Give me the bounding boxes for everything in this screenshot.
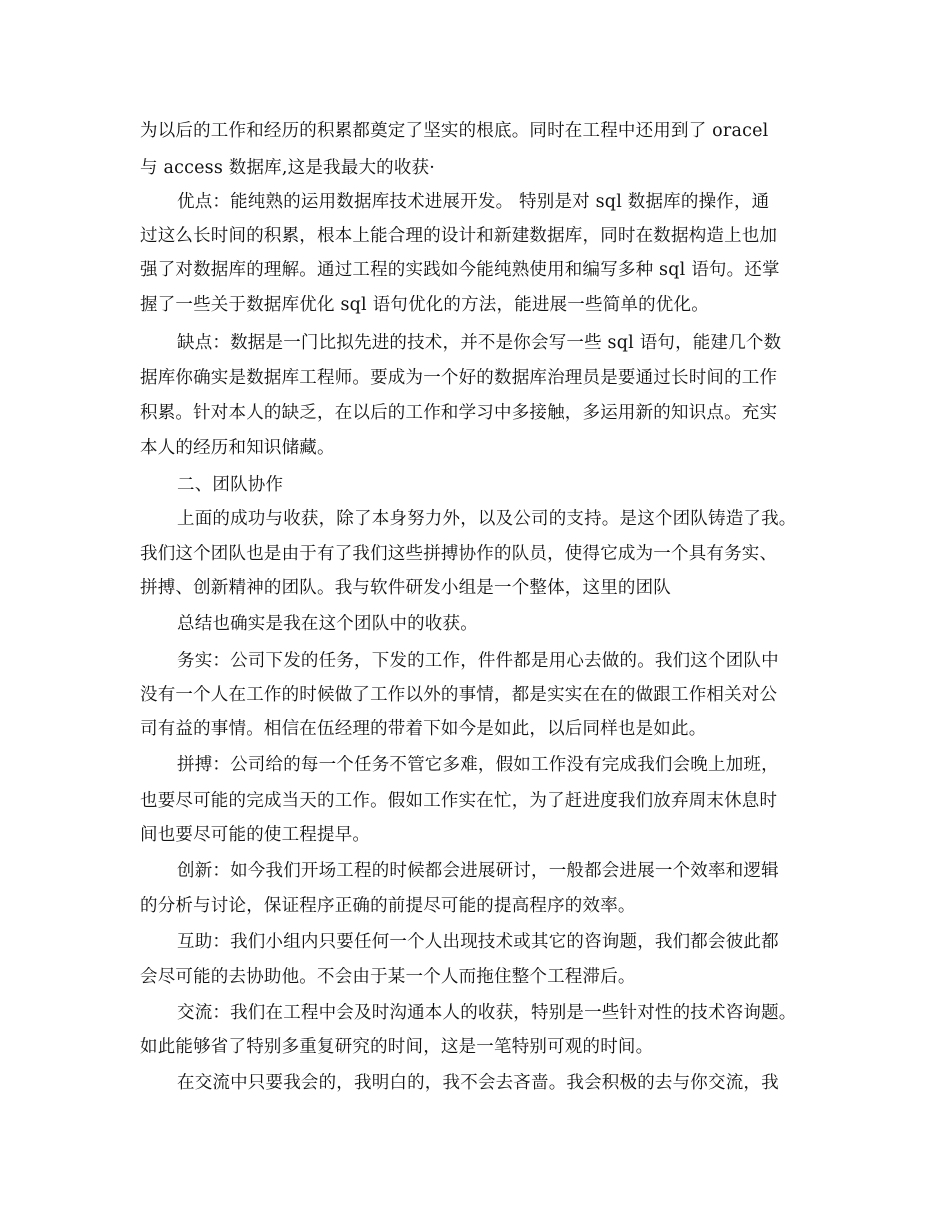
- text-line: 没有一个人在工作的时候做了工作以外的事情，都是实实在在的做跟工作相关对公: [140, 685, 778, 705]
- paragraph-first-line: 优点：能纯熟的运用数据库技术进展开发。 特别是对 sql 数据库的操作，通: [177, 192, 770, 212]
- text-line: 与 access 数据库,这是我最大的收获·: [140, 158, 436, 178]
- paragraph-first-line: 互助：我们小组内只要任何一个人出现技术或其它的咨询题，我们都会彼此都: [177, 932, 779, 952]
- text-line: 本人的经历和知识储藏。: [140, 438, 335, 458]
- paragraph-first-line: 创新：如今我们开场工程的时候都会进展研讨，一般都会进展一个效率和逻辑: [177, 861, 779, 881]
- text-line: 我们这个团队也是由于有了我们这些拼搏协作的队员，使得它成为一个具有务实、: [140, 544, 778, 564]
- paragraph-first-line: 务实：公司下发的任务，下发的工作，件件都是用心去做的。我们这个团队中: [177, 651, 779, 671]
- text-line: 会尽可能的去协助他。不会由于某一个人而拖住整个工程滞后。: [140, 967, 636, 987]
- text-line: 也要尽可能的完成当天的工作。假如工作实在忙，为了赶进度我们放弃周末休息时: [140, 791, 778, 811]
- text-line: 强了对数据库的理解。通过工程的实践如今能纯熟使用和编写多种 sql 语句。还掌: [140, 260, 780, 280]
- paragraph-first-line: 交流：我们在工程中会及时沟通本人的收获，特别是一些针对性的技术咨询题。: [177, 1003, 797, 1023]
- text-line: 的分析与讨论，保证程序正确的前提尽可能的提高程序的效率。: [140, 896, 636, 916]
- text-line: 间也要尽可能的使工程提早。: [140, 825, 371, 845]
- text-line: 过这么长时间的积累，根本上能合理的设计和新建数据库，同时在数据构造上也加: [140, 226, 778, 246]
- paragraph-first-line: 在交流中只要我会的，我明白的，我不会去吝啬。我会积极的去与你交流，我: [177, 1073, 779, 1093]
- text-line: 握了一些关于数据库优化 sql 语句优化的方法，能进展一些简单的优化。: [140, 295, 709, 315]
- text-line: 如此能够省了特别多重复研究的时间，这是一笔特别可观的时间。: [140, 1037, 654, 1057]
- text-line: 为以后的工作和经历的积累都奠定了坚实的根底。同时在工程中还用到了 oracel: [140, 121, 769, 141]
- paragraph-first-line: 上面的成功与收获，除了本身努力外，以及公司的支持。是这个团队铸造了我。: [177, 509, 797, 529]
- text-line: 据库你确实是数据库工程师。要成为一个好的数据库治理员是要通过长时间的工作: [140, 368, 778, 388]
- text-line: 拼搏、创新精神的团队。我与软件研发小组是一个整体，这里的团队: [140, 578, 671, 598]
- paragraph-first-line: 总结也确实是我在这个团队中的收获。: [177, 614, 478, 634]
- section-heading: 二、团队协作: [177, 475, 284, 495]
- paragraph-first-line: 拼搏：公司给的每一个任务不管它多难，假如工作没有完成我们会晚上加班，: [177, 755, 779, 775]
- text-line: 司有益的事情。相信在伍经理的带着下如今是如此，以后同样也是如此。: [140, 719, 707, 739]
- text-line: 积累。针对本人的缺乏，在以后的工作和学习中多接触，多运用新的知识点。充实: [140, 403, 778, 423]
- paragraph-first-line: 缺点：数据是一门比拟先进的技术，并不是你会写一些 sql 语句，能建几个数: [177, 333, 782, 353]
